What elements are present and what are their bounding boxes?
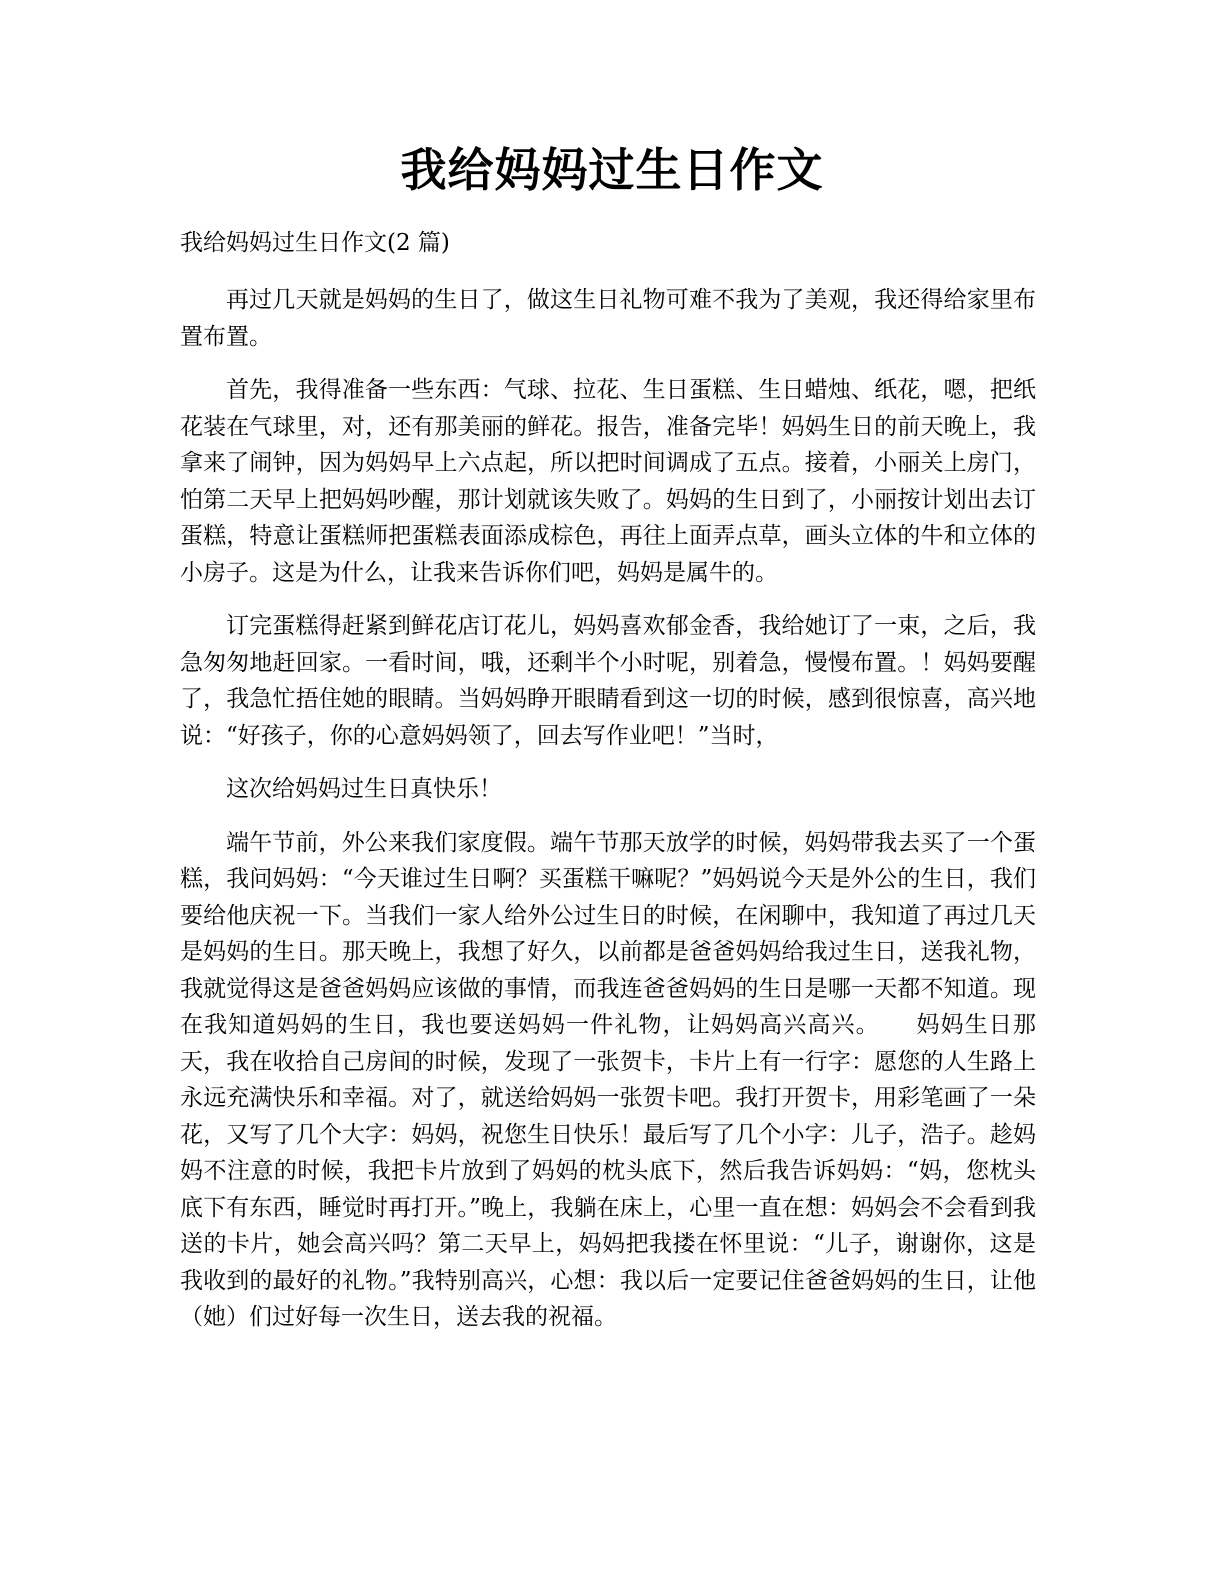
- paragraph-1: 再过几天就是妈妈的生日了，做这生日礼物可难不我为了美观，我还得给家里布置布置。: [180, 287, 1036, 350]
- paragraph-4: 这次给妈妈过生日真快乐！: [226, 776, 502, 802]
- document-subtitle: 我给妈妈过生日作文(2 篇): [180, 230, 450, 256]
- document-body: [180, 282, 1036, 1353]
- page-title: 我给妈妈过生日作文: [400, 143, 824, 197]
- paragraph-5: 端午节前，外公来我们家度假。端午节那天放学的时候，妈妈带我去买了一个蛋糕，我问妈妈：“今天谁过生日啊？买蛋糕干嘛呢？”妈妈说今天是外公的生日，我们要给他庆祝一下。当我们一家人给外公过生日的时候，在闲聊中，我知道了再过几天是妈妈的生日。那天晚上，我想了好久，以前都是爸爸妈妈给我过生日，送我礼物，我就觉得这是爸爸妈妈应该做的事情，而我连爸爸妈妈的生日是哪一天都不知道。现在我知道妈妈的生日，我也要送妈妈一件礼物，让妈妈高兴高兴。 妈妈生日那天，我在收拾自己房间的时候，发现了一张贺卡，卡片上有一行字：愿您的人生路上永远充满快乐和幸福。对了，就送给妈妈一张贺卡吧。我打开贺卡，用彩笔画了一朵花，又写了几个大字：妈妈，祝您生日快乐！最后写了几个小字：儿子，浩子。趁妈妈不注意的时候，我把卡片放到了妈妈的枕头底下，然后我告诉妈妈：“妈，您枕头底下有东西，睡觉时再打开。”晚上，我躺在床上，心里一直在想：妈妈会不会看到我送的卡片，她会高兴吗？第二天早上，妈妈把我搂在怀里说：“儿子，谢谢你，这是我收到的最好的礼物。”我特别高兴，心想：我以后一定要记住爸爸妈妈的生日，让他（她）们过好每一次生日，送去我的祝福。: [180, 829, 1036, 1330]
- paragraph-3: 订完蛋糕得赶紧到鲜花店订花儿，妈妈喜欢郁金香，我给她订了一束，之后，我急匆匆地赶回家。一看时间，哦，还剩半个小时呢，别着急，慢慢布置。！妈妈要醒了，我急忙捂住她的眼睛。当妈妈睁开眼睛看到这一切的时候，感到很惊喜，高兴地说：“好孩子，你的心意妈妈领了，回去写作业吧！”当时，: [180, 613, 1036, 749]
- paragraph-2: 首先，我得准备一些东西：气球、拉花、生日蛋糕、生日蜡烛、纸花，嗯，把纸花装在气球里，对，还有那美丽的鲜花。报告，准备完毕！妈妈生日的前天晚上，我拿来了闹钟，因为妈妈早上六点起，所以把时间调成了五点。接着，小丽关上房门，怕第二天早上把妈妈吵醒，那计划就该失败了。妈妈的生日到了，小丽按计划出去订蛋糕，特意让蛋糕师把蛋糕表面添成棕色，再往上面弄点草，画头立体的牛和立体的小房子。这是为什么，让我来告诉你们吧，妈妈是属牛的。: [180, 377, 1036, 586]
